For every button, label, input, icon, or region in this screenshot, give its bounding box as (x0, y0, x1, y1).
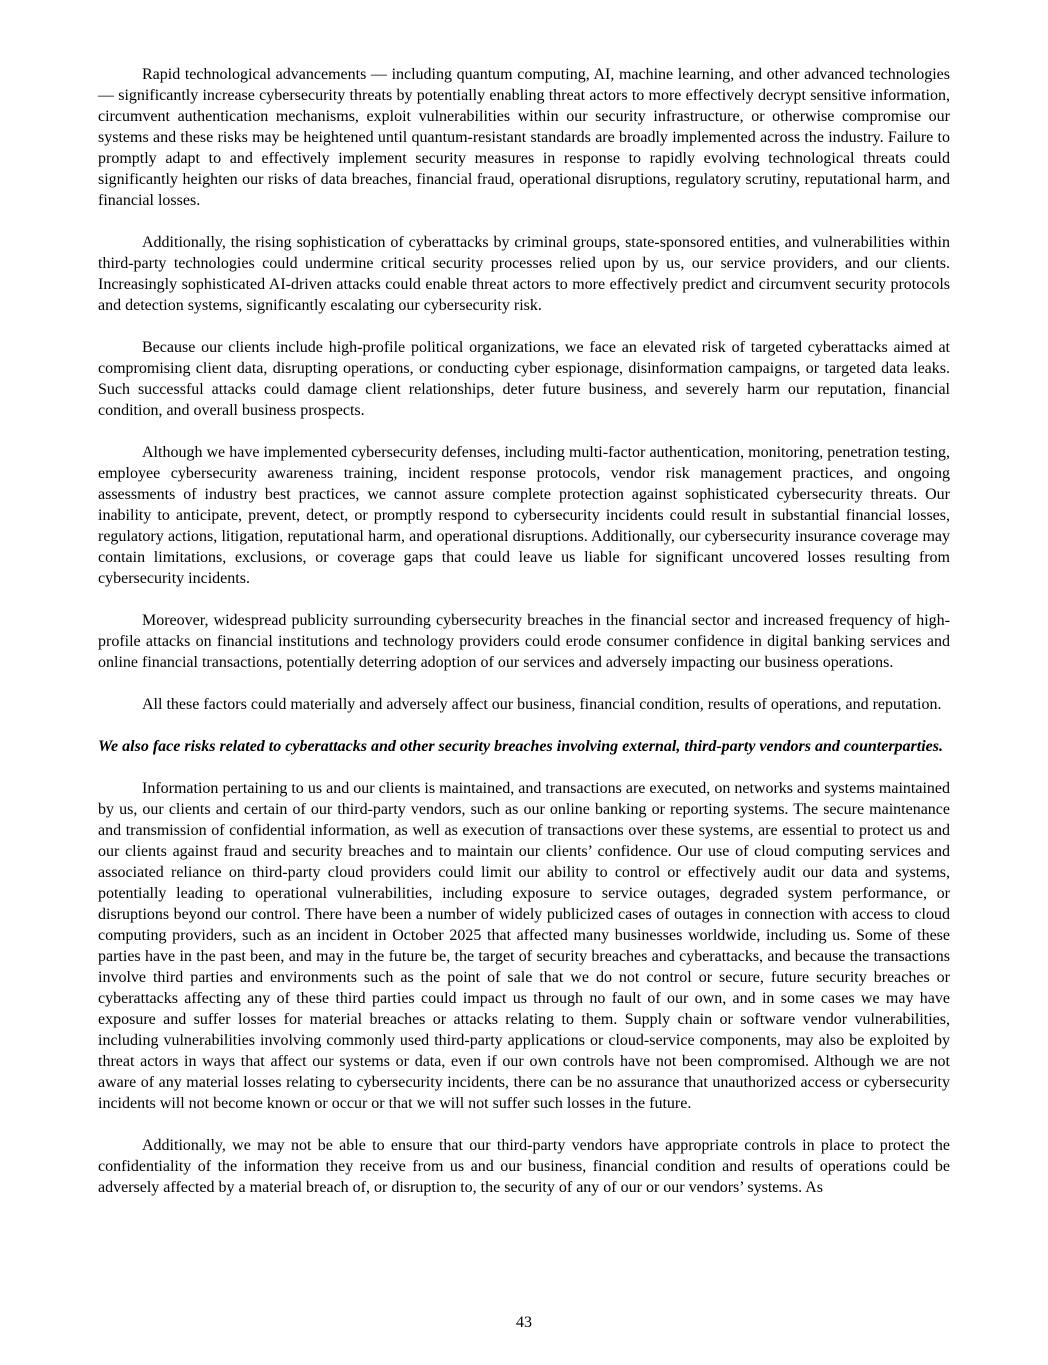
paragraph: Because our clients include high-profile political organizations, we face an elevated risk of targeted cyberattacks aimed at compromising client data, disrupting operations, or conducting cyber espionage, disinformation campaigns, or targeted data leaks. Such successful attacks could damage client relationships, deter future business, and severely harm our reputation, financial condition, and overall business prospects. (98, 339, 950, 419)
paragraph: Rapid technological advancements — including quantum computing, AI, machine learning, and other advanced technologies — significantly increase cybersecurity threats by potentially enabling threat actors to more effectively decrypt sensitive information, circumvent authentication mechanisms, exploit vulnerabilities within our security infrastructure, or otherwise compromise our systems and these risks may be heightened until quantum-resistant standards are broadly implemented across the industry. Failure to promptly adapt to and effectively implement security measures in response to rapidly evolving technological threats could significantly heighten our risks of data breaches, financial fraud, operational disruptions, regulatory scrutiny, reputational harm, and financial losses. (98, 66, 950, 209)
paragraph: Information pertaining to us and our clients is maintained, and transactions are executed, on networks and systems maintained by us, our clients and certain of our third-party vendors, such as our online banking or reporting systems. The secure maintenance and transmission of confidential information, as well as execution of transactions over these systems, are essential to protect us and our clients against fraud and security breaches and to maintain our clients’ confidence. Our use of cloud computing services and associated reliance on third-party cloud providers could limit our ability to control or effectively audit our data and systems, potentially leading to operational vulnerabilities, including exposure to service outages, degraded system performance, or disruptions beyond our control. There have been a number of widely publicized cases of outages in connection with access to cloud computing providers, such as an incident in October 2025 that affected many businesses worldwide, including us. Some of these parties have in the past been, and may in the future be, the target of security breaches and cyberattacks, and because the transactions involve third parties and environments such as the point of sale that we do not control or secure, future security breaches or cyberattacks affecting any of these third parties could impact us through no fault of our own, and in some cases we may have exposure and suffer losses for material breaches or attacks relating to them. Supply chain or software vendor vulnerabilities, including vulnerabilities involving commonly used third-party applications or cloud-service components, may also be exploited by threat actors in ways that affect our systems or data, even if our own controls have not been compromised. Although we are not aware of any material losses relating to cybersecurity incidents, there can be no assurance that unauthorized access or cybersecurity incidents will not become known or occur or that we will not suffer such losses in the future. (98, 780, 950, 1112)
paragraph: Moreover, widespread publicity surrounding cybersecurity breaches in the financial sector and increased frequency of high-profile attacks on financial institutions and technology providers could erode consumer confidence in digital banking services and online financial transactions, potentially deterring adoption of our services and adversely impacting our business operations. (98, 612, 950, 671)
paragraph-list (98, 64, 950, 1219)
paragraph: All these factors could materially and adversely affect our business, financial condition, results of operations, and reputation. (142, 696, 942, 713)
paragraph: Additionally, we may not be able to ensure that our third-party vendors have appropriate controls in place to protect the confidentiality of the information they receive from us and our business, financial condition and results of operations could be adversely affected by a material breach of, or disruption to, the security of any of our or our vendors’ systems. As (98, 1137, 950, 1196)
section-heading: We also face risks related to cyberattacks and other security breaches involving external, third-party vendors and counterparties. (98, 738, 943, 755)
paragraph: Additionally, the rising sophistication of cyberattacks by criminal groups, state-sponsored entities, and vulnerabilities within third-party technologies could undermine critical security processes relied upon by us, our service providers, and our clients. Increasingly sophisticated AI-driven attacks could enable threat actors to more effectively predict and circumvent security protocols and detection systems, significantly escalating our cybersecurity risk. (98, 234, 950, 314)
page-number: 43 (516, 1314, 532, 1331)
paragraph: Although we have implemented cybersecurity defenses, including multi-factor authentication, monitoring, penetration testing, employee cybersecurity awareness training, incident response protocols, vendor risk management practices, and ongoing assessments of industry best practices, we cannot assure complete protection against sophisticated cybersecurity threats. Our inability to anticipate, prevent, detect, or promptly respond to cybersecurity incidents could result in substantial financial losses, regulatory actions, litigation, reputational harm, and operational disruptions. Additionally, our cybersecurity insurance coverage may contain limitations, exclusions, or coverage gaps that could leave us liable for significant uncovered losses resulting from cybersecurity incidents. (98, 444, 950, 587)
